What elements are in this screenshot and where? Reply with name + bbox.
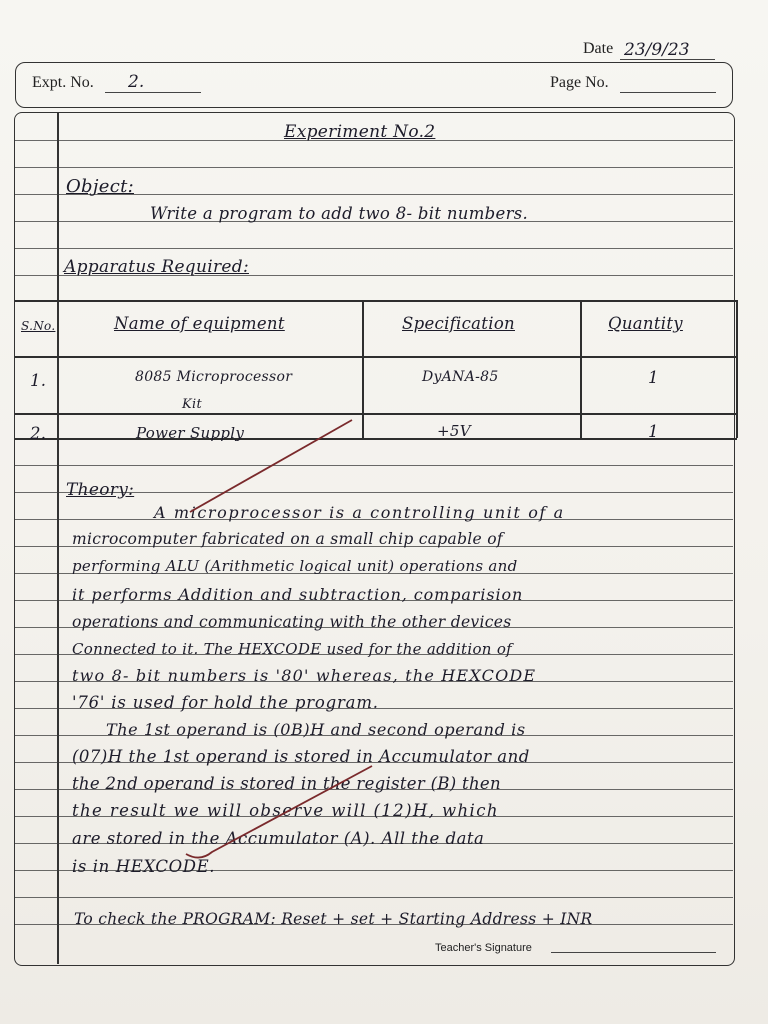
- object-heading: Object:: [66, 176, 134, 197]
- theory-line-8: '76' is used for hold the program.: [72, 693, 379, 712]
- theory-line-4: it performs Addition and subtraction, comparision: [72, 585, 524, 604]
- theory-heading: Theory:: [66, 480, 135, 500]
- object-text: Write a program to add two 8- bit numbers.: [150, 204, 529, 223]
- row1-name: 8085 Microprocessor: [135, 369, 293, 385]
- page-no-label: Page No.: [550, 74, 609, 91]
- row2-spec: +5V: [437, 422, 471, 440]
- col-header-qty: Quantity: [608, 314, 683, 333]
- date-label: Date: [583, 40, 614, 57]
- theory-line-3: performing ALU (Arithmetic logical unit) operations and: [72, 557, 518, 575]
- theory-line-9: The 1st operand is (0B)H and second operand is: [106, 720, 526, 739]
- col-header-sno: S.No.: [21, 319, 56, 333]
- row1-sno: 1.: [30, 371, 47, 390]
- row2-qty: 1: [648, 422, 659, 441]
- page-title: Experiment No.2: [284, 122, 436, 142]
- theory-line-1: A microprocessor is a controlling unit of a: [154, 503, 565, 522]
- row1-spec: DyANA-85: [422, 369, 499, 385]
- teacher-signature-label: Teacher's Signature: [435, 942, 532, 954]
- theory-line-6: Connected to it. The HEXCODE used for the addition of: [72, 640, 513, 658]
- theory-line-12: the result we will observe will (12)H, which: [72, 801, 499, 820]
- row1-qty: 1: [648, 368, 659, 387]
- expt-no-value: 2.: [128, 72, 145, 92]
- theory-line-13: are stored in the Accumulator (A). All the data: [72, 829, 485, 848]
- theory-line-10: (07)H the 1st operand is stored in Accumulator and: [72, 747, 530, 766]
- theory-line-14: is in HEXCODE.: [72, 857, 216, 876]
- col-header-name: Name of equipment: [114, 314, 285, 333]
- apparatus-heading: Apparatus Required:: [64, 257, 249, 277]
- date-value: 23/9/23: [624, 40, 690, 60]
- row1-name-line2: Kit: [182, 397, 202, 412]
- theory-line-7: two 8- bit numbers is '80' whereas, the HEXCODE: [72, 666, 537, 685]
- theory-line-2: microcomputer fabricated on a small chip capable of: [72, 530, 503, 548]
- col-header-spec: Specification: [402, 314, 515, 333]
- check-program-line: To check the PROGRAM: Reset + set + Starting Address + INR: [74, 910, 593, 928]
- row2-name: Power Supply: [136, 424, 245, 442]
- theory-line-5: operations and communicating with the other devices: [72, 613, 512, 631]
- row2-sno: 2.: [30, 424, 47, 443]
- expt-no-label: Expt. No.: [32, 74, 94, 91]
- theory-line-11: the 2nd operand is stored in the register (B) then: [72, 774, 501, 793]
